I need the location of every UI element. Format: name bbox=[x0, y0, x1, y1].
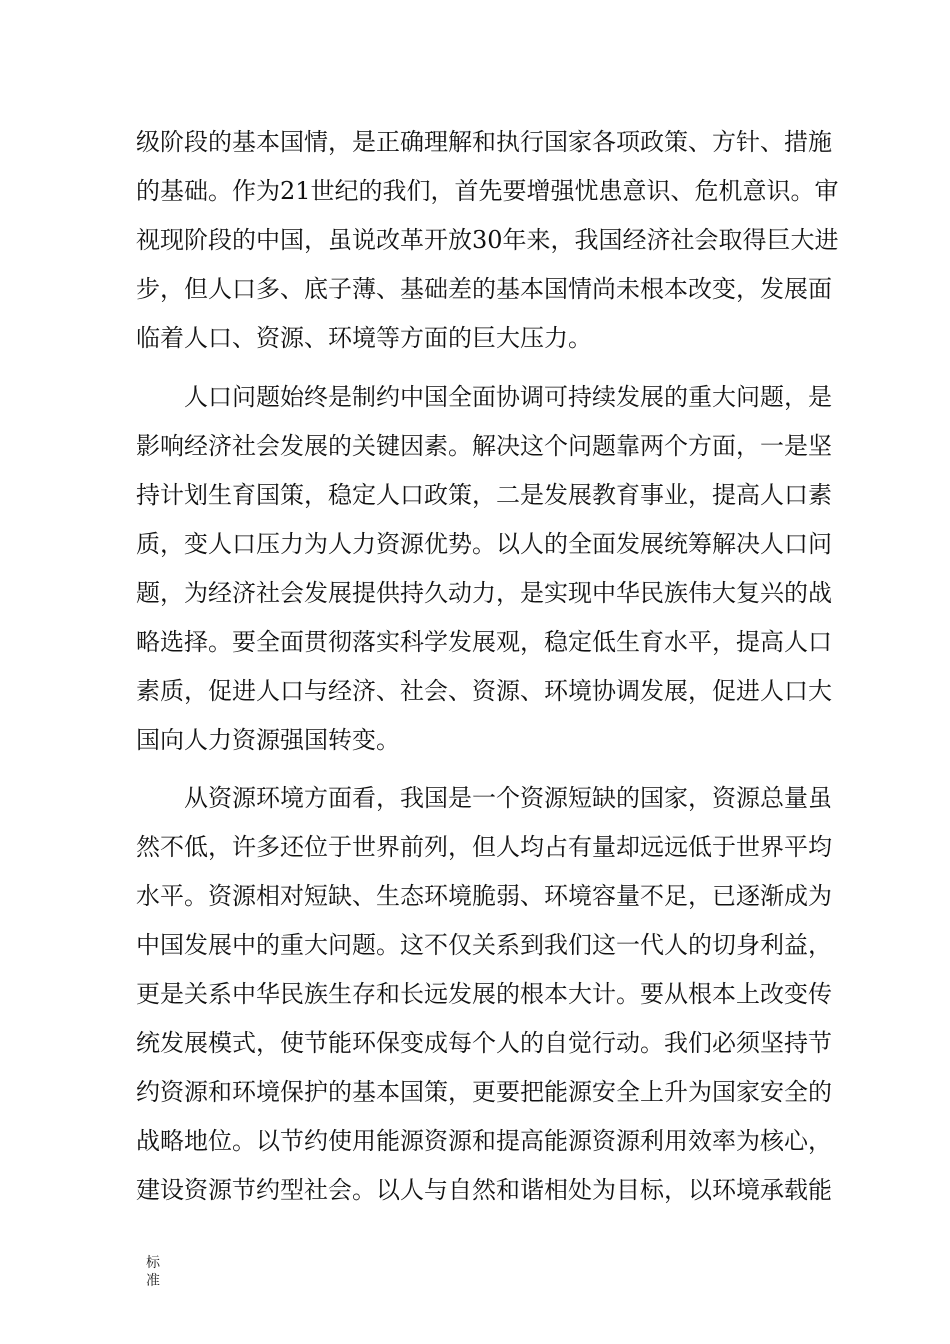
text-line: 临着人口、资源、环境等方面的巨大压力。 bbox=[136, 324, 592, 352]
text-line: 从资源环境方面看，我国是一个资源短缺的国家，资源总量虽 bbox=[184, 784, 832, 812]
paragraph-3 bbox=[136, 774, 832, 1215]
text-line: 级阶段的基本国情，是正确理解和执行国家各项政策、方针、措施 bbox=[136, 128, 832, 156]
text-line: 更是关系中华民族生存和长远发展的根本大计。要从根本上改变传 bbox=[136, 980, 832, 1008]
text-line: 然不低，许多还位于世界前列，但人均占有量却远远低于世界平均 bbox=[136, 833, 832, 861]
text-line: 统发展模式，使节能环保变成每个人的自觉行动。我们必须坚持节 bbox=[136, 1029, 832, 1057]
text-line: 步，但人口多、底子薄、基础差的基本国情尚未根本改变，发展面 bbox=[136, 275, 832, 303]
text-line: 战略地位。以节约使用能源资源和提高能源资源利用效率为核心， bbox=[136, 1127, 832, 1155]
text-line: 影响经济社会发展的关键因素。解决这个问题靠两个方面，一是坚 bbox=[136, 432, 832, 460]
text-line: 国向人力资源强国转变。 bbox=[136, 726, 400, 754]
text-line: 建设资源节约型社会。以人与自然和谐相处为目标，以环境承载能 bbox=[136, 1176, 832, 1204]
page-footer bbox=[146, 1254, 166, 1290]
text-line: 视现阶段的中国，虽说改革开放30年来，我国经济社会取得巨大进 bbox=[136, 226, 839, 254]
document-body bbox=[136, 118, 839, 1215]
text-line: 略选择。要全面贯彻落实科学发展观，稳定低生育水平，提高人口 bbox=[136, 628, 832, 656]
text-line: 人口问题始终是制约中国全面协调可持续发展的重大问题，是 bbox=[184, 383, 832, 411]
text-line: 中国发展中的重大问题。这不仅关系到我们这一代人的切身利益， bbox=[136, 931, 832, 959]
text-line: 素质，促进人口与经济、社会、资源、环境协调发展，促进人口大 bbox=[136, 677, 832, 705]
text-line: 题，为经济社会发展提供持久动力，是实现中华民族伟大复兴的战 bbox=[136, 579, 832, 607]
text-line: 水平。资源相对短缺、生态环境脆弱、环境容量不足，已逐渐成为 bbox=[136, 882, 832, 910]
paragraph-1 bbox=[136, 118, 839, 363]
text-line: 质，变人口压力为人力资源优势。以人的全面发展统筹解决人口问 bbox=[136, 530, 832, 558]
paragraph-2 bbox=[136, 373, 832, 765]
text-line: 持计划生育国策，稳定人口政策，二是发展教育事业，提高人口素 bbox=[136, 481, 832, 509]
text-line: 约资源和环境保护的基本国策，更要把能源安全上升为国家安全的 bbox=[136, 1078, 832, 1106]
text-line: 的基础。作为21世纪的我们，首先要增强忧患意识、危机意识。审 bbox=[136, 177, 839, 205]
footer-char: 准 bbox=[146, 1273, 160, 1289]
footer-char: 标 bbox=[146, 1255, 160, 1271]
